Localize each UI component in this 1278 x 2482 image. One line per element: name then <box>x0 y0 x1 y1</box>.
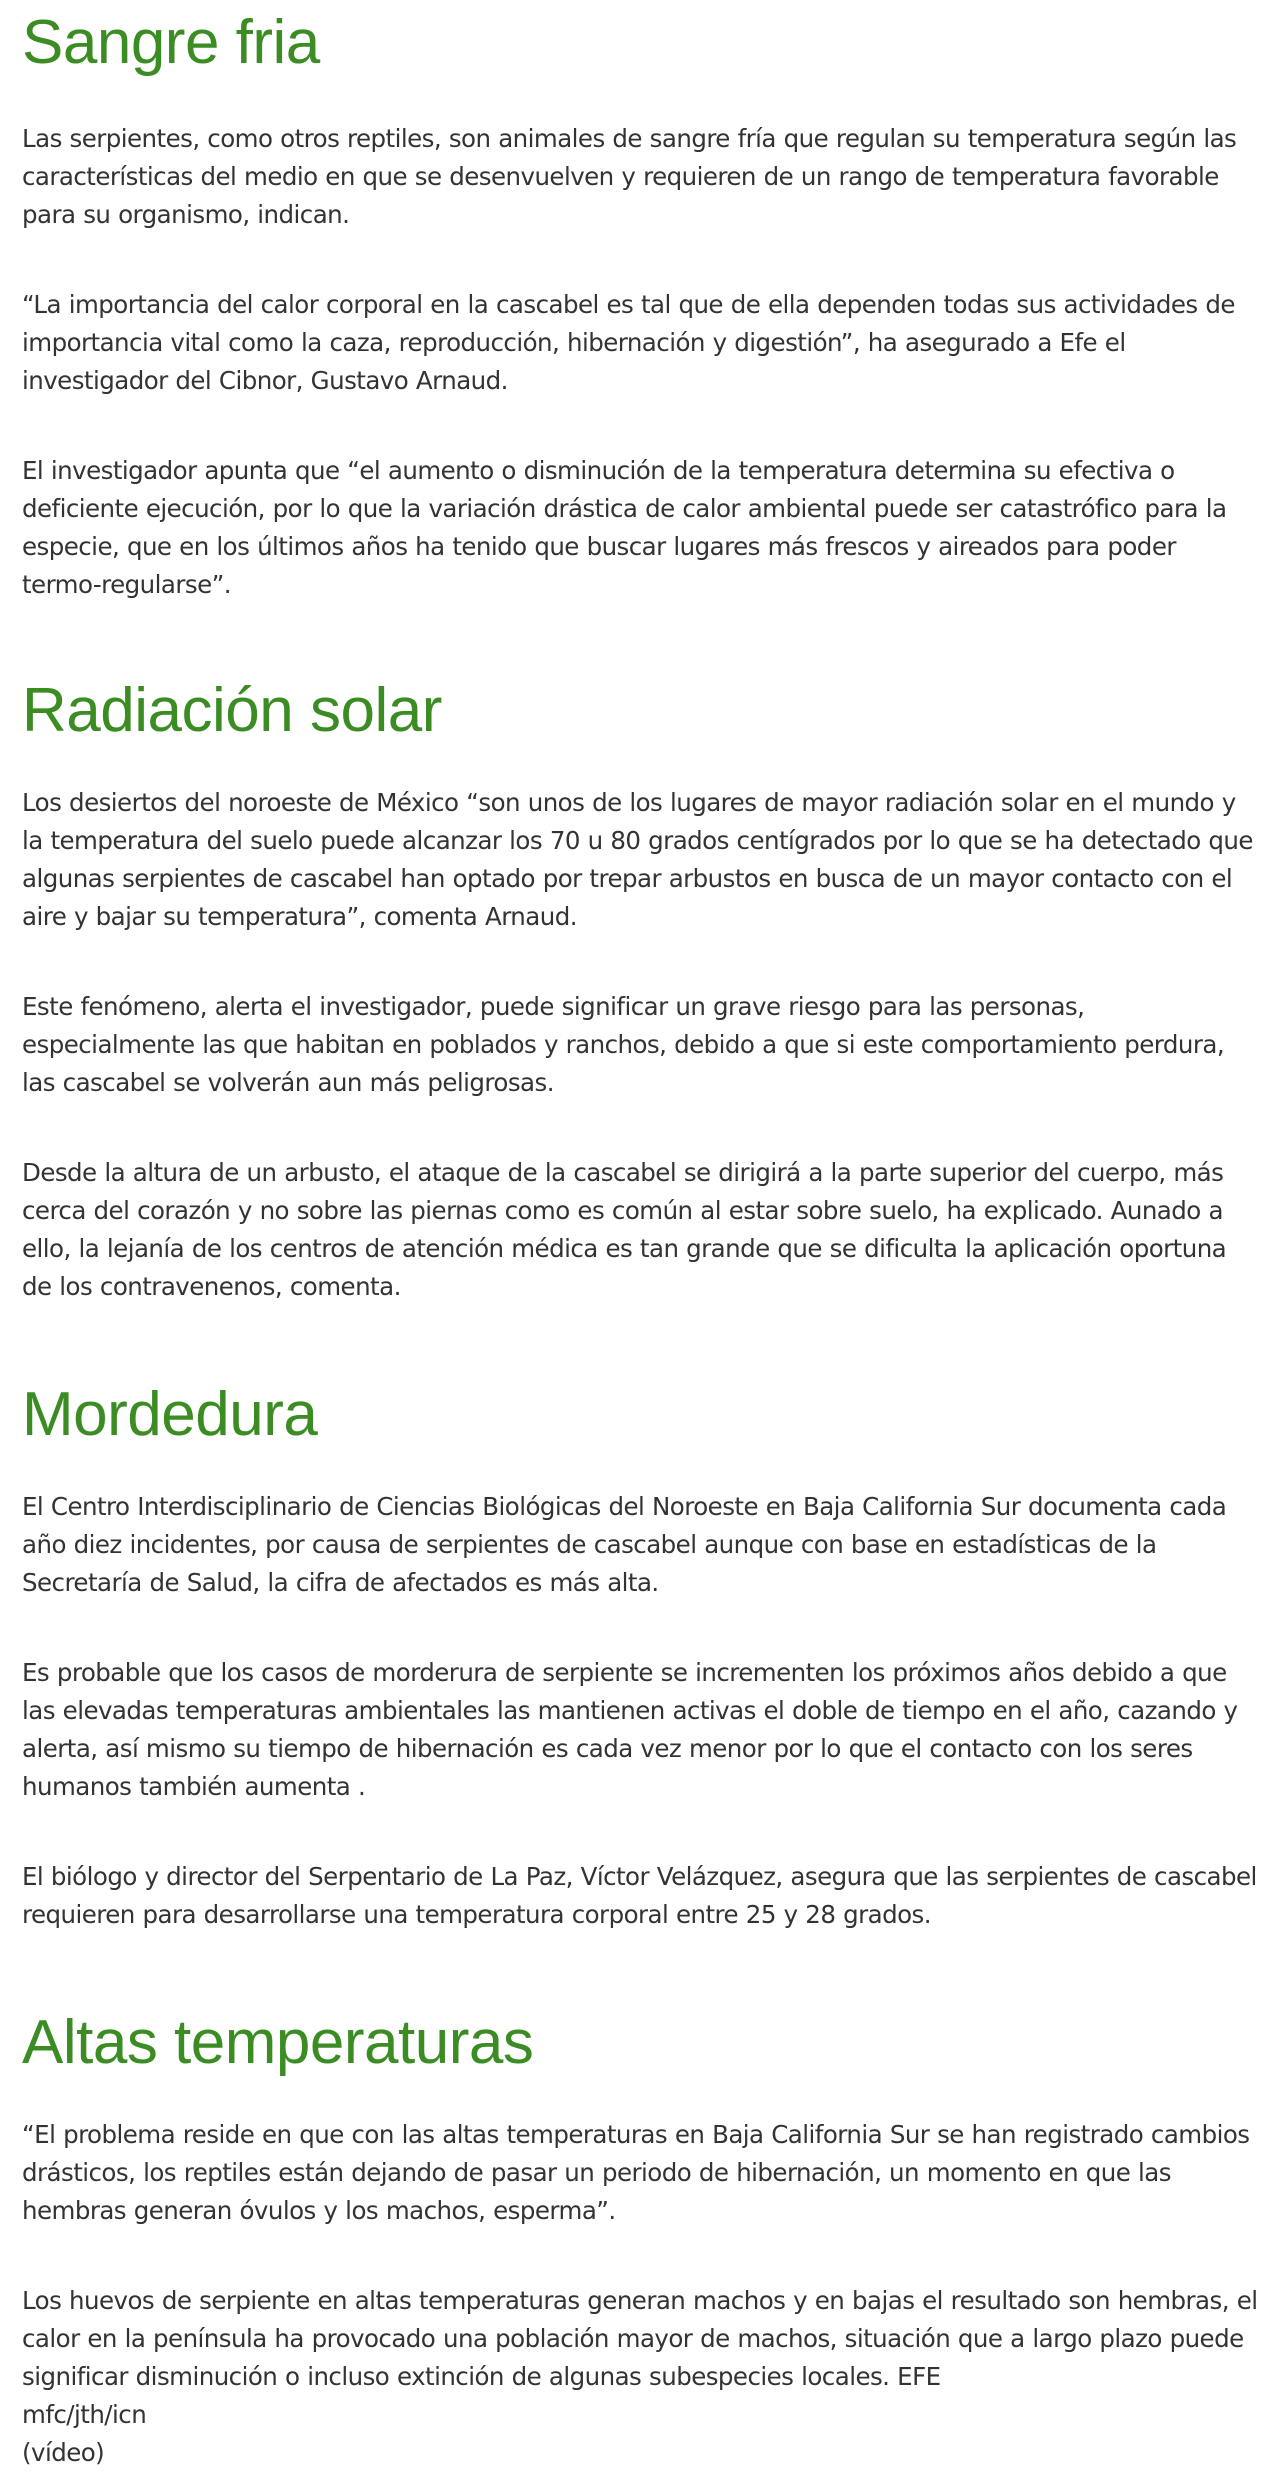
paragraph: El investigador apunta que “el aumento o disminución de la temperatura determina su efectiva o deficiente ejecución, por lo que la variación drástica de calor ambiental puede ser catastrófico para la especie, que en los últimos años ha tenido que buscar lugares más frescos y aireados para poder termo-regularse”. <box>22 456 1227 599</box>
section-heading-radiacion-solar: Radiación solar <box>22 676 442 745</box>
paragraph: Los desiertos del noroeste de México “son unos de los lugares de mayor radiación solar en el mundo y la temperatura del suelo puede alcanzar los 70 u 80 grados centígrados por lo que se ha detectado que algunas serpientes de cascabel han optado por trepar arbustos en busca de un mayor contacto con el aire y bajar su temperatura”, comenta Arnaud. <box>22 788 1253 931</box>
paragraph: Las serpientes, como otros reptiles, son animales de sangre fría que regulan su temperatura según las características del medio en que se desenvuelven y requieren de un rango de temperatura favorable para su organismo, indican. <box>22 124 1237 229</box>
section-heading-sangre-fria: Sangre fria <box>22 8 320 77</box>
paragraph: El biólogo y director del Serpentario de La Paz, Víctor Velázquez, asegura que las serpientes de cascabel requieren para desarrollarse una temperatura corporal entre 25 y 28 grados. <box>22 1862 1257 1929</box>
paragraph: Este fenómeno, alerta el investigador, puede significar un grave riesgo para las personas, especialmente las que habitan en poblados y ranchos, debido a que si este comportamiento perdura, las cascabel se volverán aun más peligrosas. <box>22 992 1225 1097</box>
paragraph: El Centro Interdisciplinario de Ciencias Biológicas del Noroeste en Baja California Sur documenta cada año diez incidentes, por causa de serpientes de cascabel aunque con base en estadísticas de la Secretaría de Salud, la cifra de afectados es más alta. <box>22 1492 1227 1597</box>
section-heading-mordedura: Mordedura <box>22 1380 318 1449</box>
paragraph: “El problema reside en que con las altas temperaturas en Baja California Sur se han registrado cambios drásticos, los reptiles están dejando de pasar un periodo de hibernación, un momento en que las hembras generan óvulos y los machos, esperma”. <box>22 2120 1250 2225</box>
closing-block <box>22 2282 1262 2472</box>
credits-line: mfc/jth/icn <box>22 2400 147 2429</box>
paragraph: Es probable que los casos de morderura de serpiente se incrementen los próximos años debido a que las elevadas temperaturas ambientales las mantienen activas el doble de tiempo en el año, cazando y alerta, así mismo su tiempo de hibernación es cada vez menor por lo que el contacto con los seres humanos también aumenta . <box>22 1658 1238 1801</box>
paragraph: “La importancia del calor corporal en la cascabel es tal que de ella dependen todas sus actividades de importancia vital como la caza, reproducción, hibernación y digestión”, ha asegurado a Efe el investigador del Cibnor, Gustavo Arnaud. <box>22 290 1235 395</box>
media-note: (vídeo) <box>22 2438 105 2467</box>
paragraph: Desde la altura de un arbusto, el ataque de la cascabel se dirigirá a la parte superior del cuerpo, más cerca del corazón y no sobre las piernas como es común al estar sobre suelo, ha explicado. Aunado a ello, la lejanía de los centros de atención médica es tan grande que se dificulta la aplicación oportuna de los contravenenos, comenta. <box>22 1158 1227 1301</box>
paragraph: Los huevos de serpiente en altas temperaturas generan machos y en bajas el resultado son hembras, el calor en la península ha provocado una población mayor de machos, situación que a largo plazo puede significar disminución o incluso extinción de algunas subespecies locales. EFE <box>22 2286 1258 2391</box>
section-heading-altas-temperaturas: Altas temperaturas <box>22 2008 534 2077</box>
